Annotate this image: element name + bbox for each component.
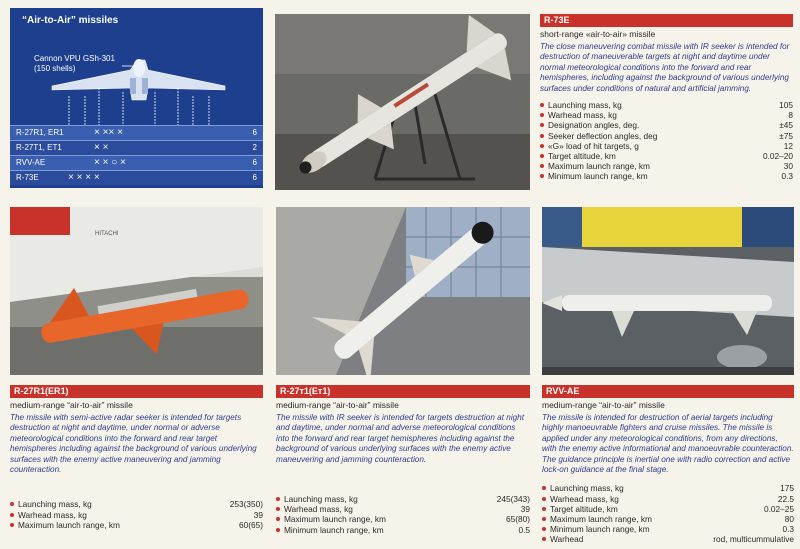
list-item: Maximum launch range, km 65(80)	[276, 514, 530, 524]
rvvae-description: The missile is intended for destruction of aerial targets including highly manoeuvrable fighters and cruise missiles. The missile is applied under any meteorological conditions, from any directions, with the enemy active informational and manoeuvrable counteraction. The guidance principle is inertial one with radio correction and active lock-on guidance at the final stage.	[542, 413, 794, 475]
r73e-spec	[540, 14, 793, 182]
list-item: Seeker deflection angles, deg ±75	[540, 131, 793, 141]
list-item: «G» load of hit targets, g 12	[540, 141, 793, 151]
r73e-description: The close maneuvering combat missile with IR seeker is intended for destruction of maneuverable targets at night and daytime under normal meteorological conditions into the forward and rear hemispheres, including against the background of various underlying surfaces under conditions of natural and artificial jamming.	[540, 42, 790, 93]
r27r1-description: The missile with semi-active radar seeker is intended for targets destruction at night and daytime, under normal or adverse meteorological conditions into the forward and rear target hemispheres including against the background of various underlying surfaces with the enemy active maneuvering and jamming counteraction.	[10, 413, 257, 475]
table-row: R-27R1, ER1 × ×× × 6	[10, 125, 263, 140]
list-item: Minimum launch range, km 0.3	[540, 171, 793, 181]
rvvae-spec-list	[542, 483, 794, 544]
list-item: Launching mass, kg 245(343)	[276, 494, 530, 504]
r73e-subtitle: short-range «air-to-air» missile	[540, 29, 656, 39]
list-item: Designation angles, deg. ±45	[540, 120, 793, 130]
list-item: Warhead mass, kg 8	[540, 110, 793, 120]
r27r1-subtitle: medium-range “air-to-air” missile	[10, 400, 133, 410]
r27t1-spec-list	[276, 494, 530, 535]
list-item: Warhead mass, kg 39	[10, 510, 263, 520]
r27t1-spec	[276, 385, 530, 535]
r73e-spec-list	[540, 100, 793, 182]
r27t1-description: The missile with IR seeker is intended for targets destruction at night and daytime, under normal and adverse meteorological conditions into the forward and rear target hemispheres including against the background of various underlying surfaces with the enemy active maneuvering and jamming counteraction.	[276, 413, 525, 464]
r27t1-photo	[276, 207, 530, 375]
list-item: Maximum launch range, km 30	[540, 161, 793, 171]
table-row: R-73E × × × × 6	[10, 170, 263, 185]
r27t1-banner: R-27т1(Eт1)	[276, 385, 530, 398]
panel-title: “Air-to-Air” missiles	[22, 15, 119, 26]
r27r1-banner: R-27R1(ER1)	[10, 385, 263, 398]
list-item: Warhead mass, kg 22.5	[542, 494, 794, 504]
list-item: Maximum launch range, km 60(65)	[10, 520, 263, 530]
hitachi-label: HITACHI	[95, 231, 119, 237]
list-item: Target altitude, km 0.02–20	[540, 151, 793, 161]
rvvae-photo	[542, 207, 794, 375]
r27r1-spec-list	[10, 499, 263, 530]
list-item: Warhead rod, multicummulative	[542, 534, 794, 544]
cannon-label: Cannon VPU GSh-301 (150 shells)	[34, 54, 115, 73]
r27r1-spec	[10, 385, 263, 530]
list-item: Target altitude, km 0.02–25	[542, 504, 794, 514]
list-item: Maximum launch range, km 80	[542, 514, 794, 524]
loadout-table	[10, 125, 263, 185]
r73e-photo	[275, 14, 530, 190]
list-item: Warhead mass, kg 39	[276, 504, 530, 514]
list-item: Minimum launch range, km 0.5	[276, 525, 530, 535]
list-item: Minimum launch range, km 0.3	[542, 524, 794, 534]
r27t1-subtitle: medium-range “air-to-air” missile	[276, 400, 399, 410]
loadout-panel	[10, 8, 263, 188]
list-item: Launching mass, kg 253(350)	[10, 499, 263, 509]
rvvae-banner: RVV-AE	[542, 385, 794, 398]
rvvae-spec	[542, 385, 794, 545]
table-row: R-27T1, ET1 × × 2	[10, 140, 263, 155]
list-item: Launching mass, kg 105	[540, 100, 793, 110]
r73e-banner: R-73E	[540, 14, 793, 27]
rvvae-subtitle: medium-range “air-to-air” missile	[542, 400, 665, 410]
list-item: Launching mass, kg 175	[542, 483, 794, 493]
r27r1-photo	[10, 207, 263, 375]
table-row: RVV-AE × × ○ × 6	[10, 155, 263, 170]
